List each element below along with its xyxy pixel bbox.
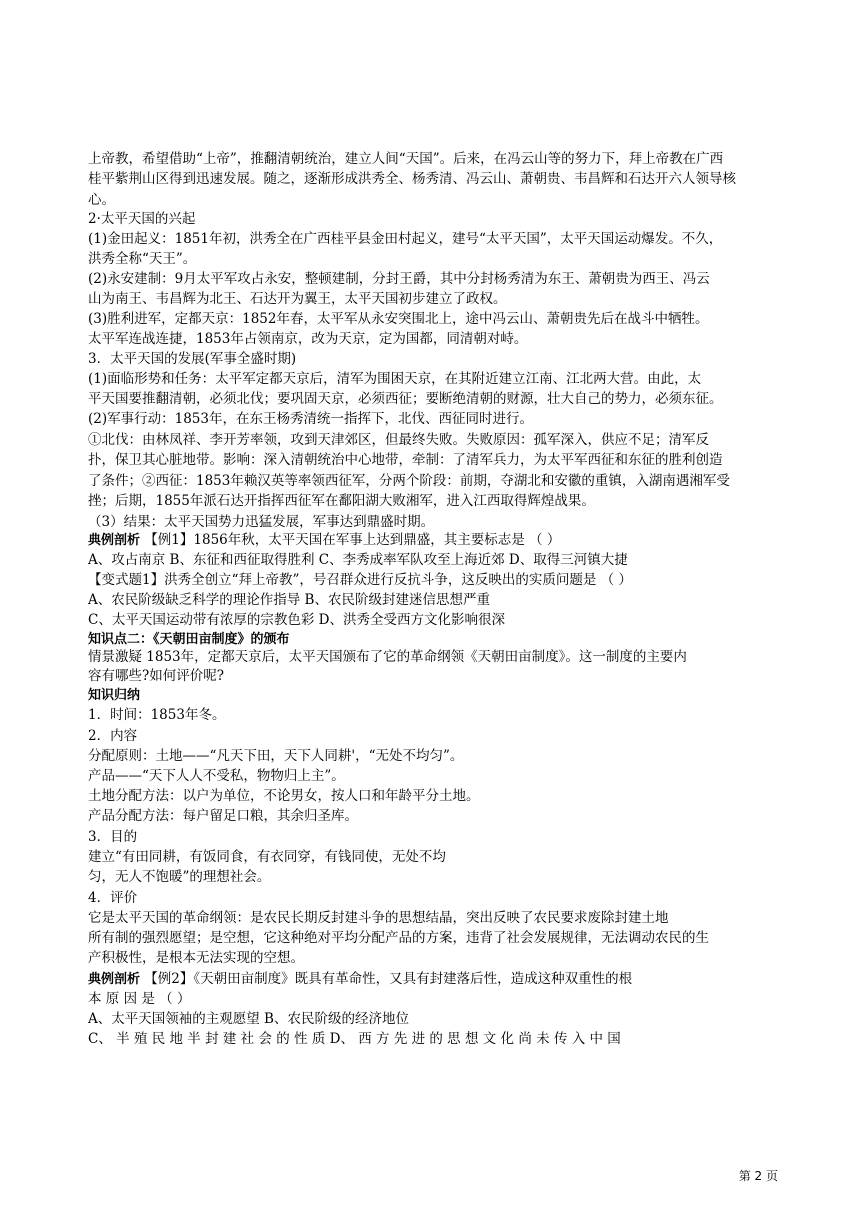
text-line: 平天国要推翻清朝，必须北伐；要巩固天京，必须西征；要断绝清朝的财源，壮大自己的势力，必须东征。 (88, 391, 723, 407)
text-line: 本 原 因 是 （ ） (88, 991, 191, 1007)
text-line: 太平军连战连捷，1853年占领南京，改为天京，定为国都，同清朝对峙。 (88, 331, 528, 347)
text-line: 容有哪些?如何评价呢? (88, 668, 224, 684)
text-line: 2．内容 (88, 728, 138, 744)
text-line: (1)金田起义：1851年初，洪秀全在广西桂平县金田村起义，建号“太平天国”，太平天国运动爆发。不久， (88, 231, 723, 247)
text-line: 洪秀全称“天王”。 (88, 251, 197, 267)
text-line: (2)军事行动：1853年，在东王杨秀清统一指挥下，北伐、西征同时进行。 (88, 411, 533, 427)
text-line: 山为南王、韦昌辉为北王、石达开为翼王，太平天国初步建立了政权。 (88, 291, 507, 307)
text-line: 建立“有田同耕，有饭同食，有衣同穿，有钱同使，无处不均 (88, 849, 446, 865)
text-line: 3．目的 (88, 829, 138, 845)
text-line: 1．时间：1853年冬。 (88, 707, 226, 723)
text-line: 分配原则：土地——“凡天下田，天下人同耕'，“无处不均匀”。 (88, 748, 464, 764)
text-line: (1)面临形势和任务：太平军定都天京后，清军为围困天京，在其附近建立江南、江北两大营。由此，太 (88, 371, 702, 387)
text-line: 了条件；②西征：1853年赖汉英等率领西征军，分两个阶段：前期，夺湖北和安徽的重镇，入湖南遇湘军受 (88, 473, 730, 489)
section-heading: 知识点二：《天朝田亩制度》的颁布 (88, 632, 290, 647)
text-line: 匀，无人不饱暖”的理想社会。 (88, 869, 271, 885)
section-heading: 典例剖析 (88, 972, 141, 987)
text-line: C、太平天国运动带有浓厚的宗教色彩 D、洪秀全受西方文化影响很深 (88, 612, 505, 628)
text-line: 土地分配方法：以户为单位，不论男女，按人口和年龄平分土地。 (88, 788, 480, 804)
text-line: 上帝教，希望借助“上帝”，推翻清朝统治，建立人间“天国”。后来，在冯云山等的努力下，拜上帝教在广西 (88, 151, 724, 167)
text-line: A、农民阶级缺乏科学的理论作指导 B、农民阶级封建迷信思想严重 (88, 592, 490, 608)
text-line: 产品分配方法：每户留足口粮，其余归圣库。 (88, 808, 358, 824)
text-line (88, 630, 290, 649)
text-line: 2·太平天国的兴起 (88, 211, 196, 227)
text-line: 【变式题1】洪秀全创立“拜上帝教”，号召群众进行反抗斗争，这反映出的实质问题是 （ ） (88, 572, 632, 588)
page-number: 第 2 页 (738, 1169, 778, 1183)
text-line: 3．太平天国的发展(军事全盛时期) (88, 351, 297, 367)
text-line: C、 半 殖 民 地 半 封 建 社 会 的 性 质 D、 西 方 先 进 的 思 想 文 化 尚 未 传 入 中 国 (88, 1031, 621, 1047)
section-heading: 知识归纳 (88, 688, 141, 703)
text: 【例1】1856年秋，太平天国在军事上达到鼎盛，其主要标志是 （ ） (140, 532, 561, 548)
text-line: 心。 (88, 192, 115, 208)
text-line: ①北伐：由林凤祥、李开芳率领，攻到天津郊区，但最终失败。失败原因：孤军深入，供应不足；清军反 (88, 432, 709, 448)
text-line: 桂平紫荆山区得到迅速发展。随之，逐渐形成洪秀全、杨秀清、冯云山、萧朝贵、韦昌辉和石达开六人领导核 (88, 171, 736, 187)
text-line: 它是太平天国的革命纲领：是农民长期反封建斗争的思想结晶，突出反映了农民要求废除封建土地 (88, 910, 669, 926)
text-line: 4．评价 (88, 890, 138, 906)
text-line: 所有制的强烈愿望；是空想，它这种绝对平均分配产品的方案，违背了社会发展规律，无法调动农民的生 (88, 930, 709, 946)
text-line: (3)胜利进军，定都天京：1852年春，太平军从永安突围北上，途中冯云山、萧朝贵先后在战斗中牺牲。 (88, 311, 709, 327)
text-line: 情景激疑 1853年，定都天京后，太平天国颁布了它的革命纲领《天朝田亩制度》。这一制度的主要内 (88, 649, 687, 665)
text-line: （3）结果：太平天国势力迅猛发展，军事达到鼎盛时期。 (88, 514, 435, 530)
text-line: A、攻占南京 B、东征和西征取得胜利 C、李秀成率军队攻至上海近郊 D、取得三河镇大捷 (88, 552, 628, 568)
text-line (88, 531, 560, 550)
text-line: (2)永安建制：9月太平军攻占永安，整顿建制，分封王爵，其中分封杨秀清为东王、萧朝贵为西王、冯云 (88, 271, 710, 287)
section-heading: 典例剖析 (88, 533, 141, 548)
text-line: 扑，保卫其心脏地带。影响：深入清朝统治中心地带，牵制：了清军兵力，为太平军西征和东征的胜利创造 (88, 452, 723, 468)
text-line: 产品——“天下人人不受私，物物归上主”。 (88, 768, 345, 784)
text-line: 产积极性，是根本无法实现的空想。 (88, 950, 304, 966)
text: 【例2】《天朝田亩制度》既具有革命性，又具有封建落后性，造成这种双重性的根 (140, 971, 633, 987)
text-line: 挫；后期，1855年派石达开指挥西征军在鄱阳湖大败湘军，进入江西取得辉煌战果。 (88, 493, 595, 509)
text-line (88, 686, 140, 705)
text-line: A、太平天国领袖的主观愿望 B、农民阶级的经济地位 (88, 1011, 409, 1027)
text-line (88, 970, 632, 989)
